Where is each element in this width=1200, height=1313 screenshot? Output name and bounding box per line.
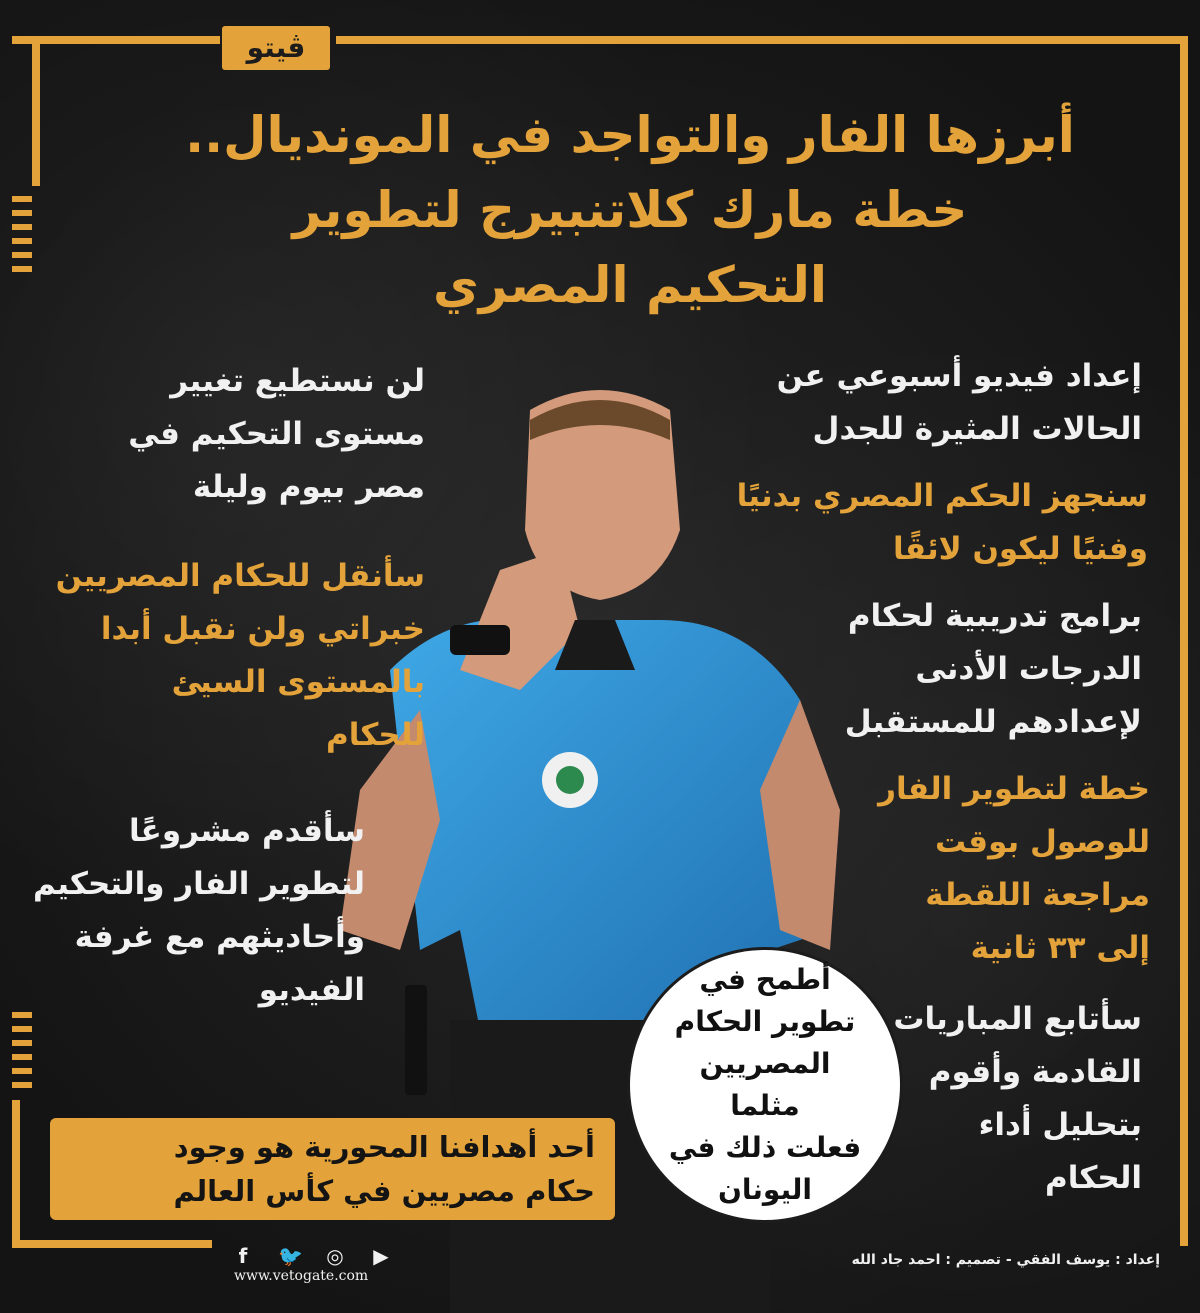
quote-line-2: تطوير الحكام — [674, 1005, 856, 1038]
title-line-3: التحكيم المصري — [432, 256, 828, 314]
right-point-2 — [737, 470, 1148, 576]
social-icons — [232, 1244, 392, 1268]
right-point-4 — [878, 763, 1150, 975]
right-point-4-line-3: مراجعة اللقطة — [925, 877, 1150, 913]
title-line-1: أبرزها الفار والتواجد في المونديال.. — [185, 106, 1075, 164]
right-point-2-line-1: سنجهز الحكم المصري بدنيًا — [736, 478, 1148, 514]
left-point-3-line-4: الفيديو — [258, 972, 365, 1008]
right-point-1-line-2: الحالات المثيرة للجدل — [812, 411, 1142, 447]
right-point-5-line-1: سأتابع المباريات — [893, 1001, 1142, 1037]
goal-highlight-box — [50, 1118, 615, 1220]
right-point-3-line-2: الدرجات الأدنى — [915, 651, 1142, 687]
page-title — [150, 98, 1110, 323]
frame-right-vertical — [1180, 36, 1188, 1246]
frame-ticks-top — [12, 196, 32, 272]
quote-bubble-text — [660, 959, 870, 1211]
right-point-3 — [845, 590, 1142, 749]
quote-line-4: فعلت ذلك في — [668, 1131, 862, 1164]
left-point-2-line-1: سأنقل للحكام المصريين — [55, 558, 425, 594]
frame-top-right-horizontal — [336, 36, 1188, 44]
title-line-2: خطة مارك كلاتنبيرج لتطوير — [292, 181, 968, 239]
left-point-2 — [56, 550, 425, 762]
quote-line-1: أطمح في — [699, 963, 831, 996]
left-point-3-line-3: وأحاديثهم مع غرفة — [74, 919, 365, 955]
right-point-1 — [777, 350, 1142, 456]
frame-top-left-horizontal — [12, 36, 220, 44]
right-point-5-line-3: بتحليل أداء — [978, 1107, 1142, 1143]
brand-logo: ڤيتو — [222, 26, 330, 70]
left-point-2-line-4: للحكام — [325, 717, 425, 753]
right-point-5-line-2: القادمة وأقوم — [928, 1054, 1142, 1090]
instagram-icon[interactable]: ◎ — [326, 1244, 344, 1268]
left-point-1-line-1: لن نستطيع تغيير — [170, 363, 425, 399]
frame-bottom-left-horizontal — [12, 1240, 212, 1248]
left-point-2-line-3: بالمستوى السيئ — [171, 664, 425, 700]
quote-line-3: المصريين مثلما — [699, 1047, 831, 1122]
goal-line-1: أحد أهدافنا المحورية هو وجود — [173, 1130, 595, 1164]
frame-ticks-bottom — [12, 1012, 32, 1088]
right-point-5-line-4: الحكام — [1045, 1160, 1142, 1196]
facebook-icon[interactable]: f — [238, 1244, 248, 1268]
left-point-1-line-3: مصر بيوم وليلة — [192, 469, 425, 505]
youtube-icon[interactable]: ▶ — [373, 1244, 389, 1268]
right-point-4-line-4: إلى ٣٣ ثانية — [970, 930, 1150, 966]
left-point-3-line-2: لتطوير الفار والتحكيم — [32, 866, 365, 902]
credits: إعداد : يوسف الفقي - تصميم : احمد جاد الله — [851, 1252, 1160, 1268]
right-point-2-line-2: وفنيًا ليكون لائقًا — [893, 531, 1148, 567]
right-point-3-line-1: برامج تدريبية لحكام — [847, 598, 1142, 634]
right-point-4-line-1: خطة لتطوير الفار — [878, 771, 1150, 807]
right-point-3-line-3: لإعدادهم للمستقبل — [844, 704, 1142, 740]
twitter-icon[interactable]: 🐦 — [278, 1244, 303, 1268]
left-point-3-line-1: سأقدم مشروعًا — [129, 813, 365, 849]
quote-line-5: اليونان — [717, 1173, 813, 1206]
left-point-2-line-2: خبراتي ولن نقبل أبدا — [100, 611, 425, 647]
frame-left-vertical — [32, 36, 40, 186]
quote-bubble — [630, 950, 900, 1220]
right-point-5 — [893, 993, 1142, 1205]
left-point-3 — [33, 805, 365, 1017]
left-point-1-line-2: مستوى التحكيم في — [128, 416, 425, 452]
frame-bottom-left-vertical — [12, 1100, 20, 1248]
goal-line-2: حكام مصريين في كأس العالم — [173, 1174, 595, 1208]
website-url[interactable]: www.vetogate.com — [234, 1268, 369, 1284]
right-point-1-line-1: إعداد فيديو أسبوعي عن — [776, 358, 1142, 394]
right-point-4-line-2: للوصول بوقت — [934, 824, 1150, 860]
left-point-1 — [128, 355, 425, 514]
